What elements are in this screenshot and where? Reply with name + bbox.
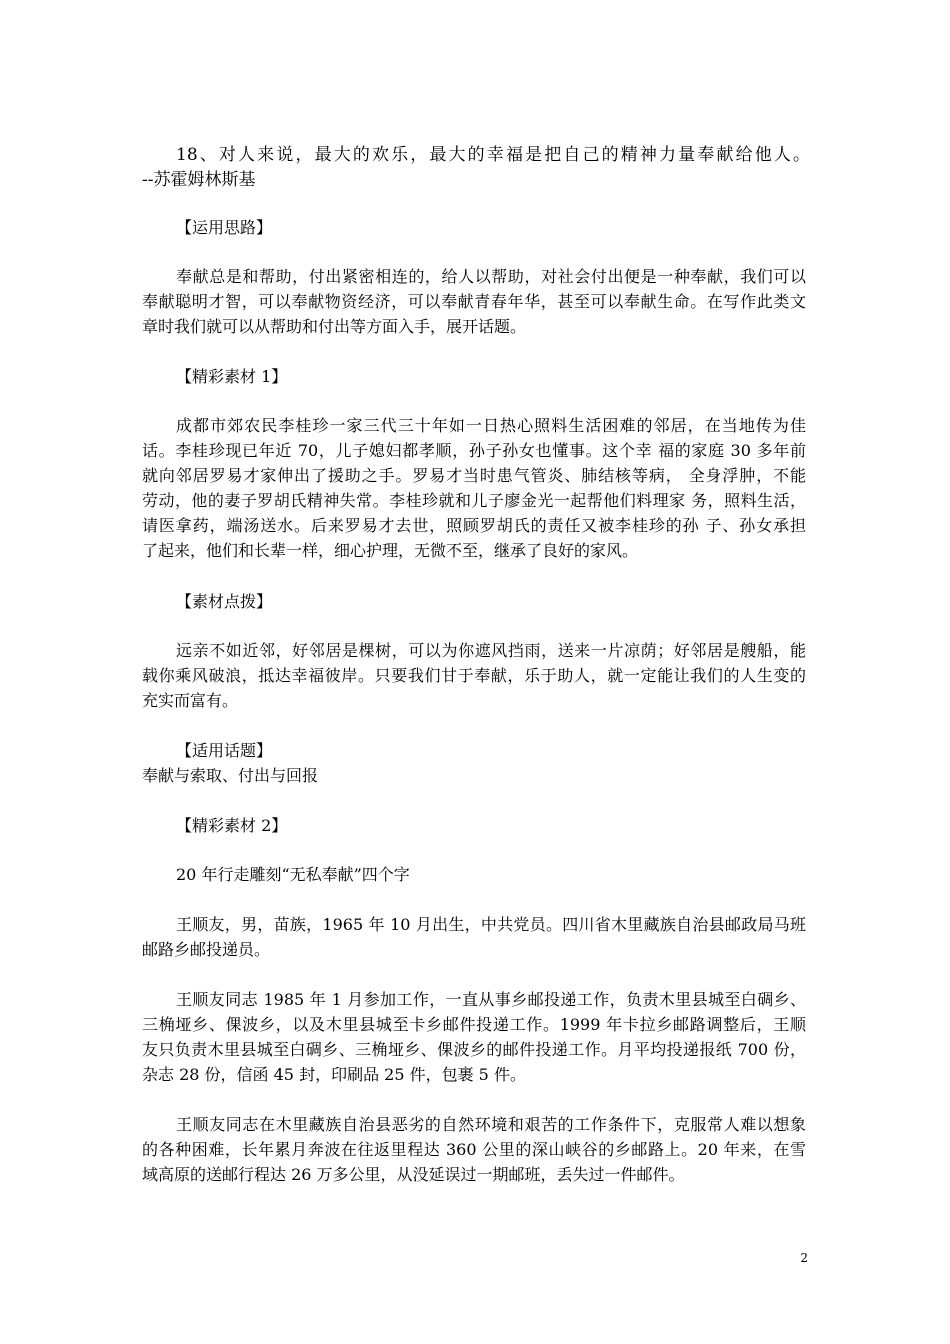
paragraph-line: 远亲不如近邻，好邻居是棵树，可以为你遮风挡雨，送来一片凉荫；好邻居是艘船，能	[176, 641, 806, 660]
paragraph-line: 王顺友，男，苗族，1965 年 10 月出生，中共党员。四川省木里藏族自治县邮政局马班	[176, 915, 806, 934]
paragraph-line: 王顺友同志在木里藏族自治县恶劣的自然环境和艰苦的工作条件下，克服常人难以想象	[176, 1115, 806, 1134]
quote-line-1: 18、对人来说，最大的欢乐，最大的幸福是把自己的精神力量奉献给他人。	[176, 145, 810, 165]
paragraph-line: 充实而富有。	[142, 691, 239, 710]
paragraph-line: 三桷垭乡、倮波乡，以及木里县城至卡乡邮件投递工作。1999 年卡拉乡邮路调整后，王顺	[142, 1015, 806, 1034]
section-heading-usage-approach: 【运用思路】	[176, 218, 273, 237]
quote-attribution: --苏霍姆林斯基	[142, 170, 256, 190]
paragraph-line: 域高原的送邮行程达 26 万多公里，从没延误过一期邮班，丢失过一件邮件。	[142, 1165, 685, 1184]
paragraph-line: 请医拿药，端汤送水。后来罗易才去世，照顾罗胡氏的责任又被李桂珍的孙 子、孙女承担	[142, 516, 806, 535]
paragraph-line: 劳动，他的妻子罗胡氏精神失常。李桂珍就和儿子廖金光一起帮他们料理家 务，照料生活，	[142, 491, 806, 510]
section-heading-material-1: 【精彩素材 1】	[176, 367, 288, 386]
paragraph-line: 杂志 28 份，信函 45 封，印刷品 25 件，包裹 5 件。	[142, 1065, 526, 1084]
paragraph-line: 友只负责木里县城至白碉乡、三桷垭乡、倮波乡的邮件投递工作。月平均投递报纸 700 份，	[142, 1040, 806, 1059]
section-heading-applicable-topics: 【适用话题】	[176, 741, 273, 760]
paragraph-line: 王顺友同志 1985 年 1 月参加工作，一直从事乡邮投递工作，负责木里县城至白碉乡、	[176, 990, 806, 1009]
paragraph-line: 邮路乡邮投递员。	[142, 940, 271, 959]
paragraph-line: 奉献聪明才智，可以奉献物资经济，可以奉献青春年华，甚至可以奉献生命。在写作此类文	[142, 292, 806, 311]
paragraph-line: 了起来，他们和长辈一样，细心护理，无微不至，继承了良好的家风。	[142, 541, 639, 560]
paragraph-line: 载你乘风破浪，抵达幸福彼岸。只要我们甘于奉献，乐于助人，就一定能让我们的人生变的	[142, 666, 806, 685]
paragraph-line: 就向邻居罗易才家伸出了援助之手。罗易才当时患气管炎、肺结核等病， 全身浮肿，不能	[142, 466, 806, 485]
material-subtitle: 20 年行走雕刻“无私奉献”四个字	[176, 865, 410, 884]
section-heading-material-2: 【精彩素材 2】	[176, 816, 288, 835]
section-heading-material-notes: 【素材点拨】	[176, 592, 273, 611]
paragraph-line: 成都市郊农民李桂珍一家三代三十年如一日热心照料生活困难的邻居，在当地传为佳	[176, 416, 806, 435]
paragraph-line: 章时我们就可以从帮助和付出等方面入手，展开话题。	[142, 317, 527, 336]
page-number: 2	[800, 1251, 808, 1265]
paragraph-line: 的各种困难，长年累月奔波在往返里程达 360 公里的深山峡谷的乡邮路上。20 年来，在雪	[142, 1140, 806, 1159]
applicable-topics-text: 奉献与索取、付出与回报	[142, 766, 319, 785]
paragraph-line: 奉献总是和帮助，付出紧密相连的，给人以帮助，对社会付出便是一种奉献，我们可以	[176, 267, 806, 286]
paragraph-line: 话。李桂珍现已年近 70，儿子媳妇都孝顺，孙子孙女也懂事。这个幸 福的家庭 30 多年前	[142, 441, 806, 460]
